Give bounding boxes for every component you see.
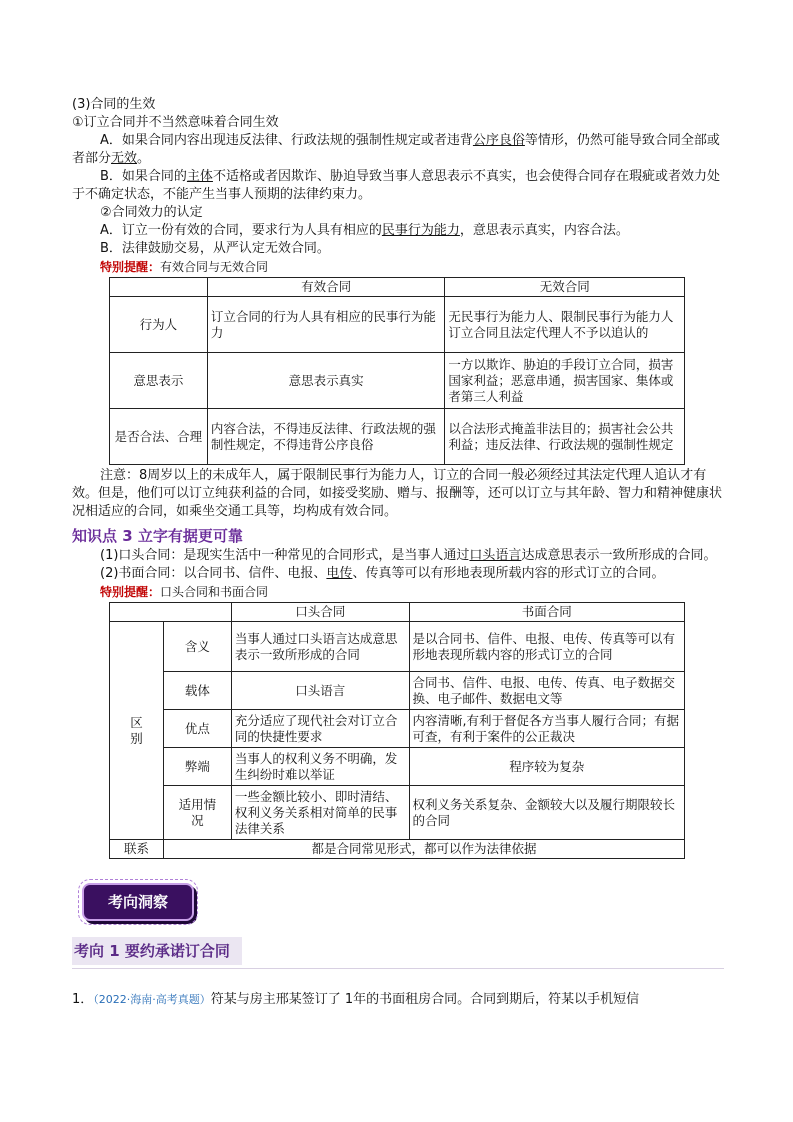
table-cell: 口头语言 <box>231 672 409 710</box>
table-row <box>110 840 685 859</box>
table-cell: 适用情况 <box>163 786 231 840</box>
paragraph-d: B．法律鼓励交易，从严认定无效合同。 <box>100 241 330 256</box>
table-row <box>110 672 685 710</box>
table-cell: 内容清晰,有利于督促各方当事人履行合同；有据可查，有利于案件的公正裁决 <box>409 710 684 748</box>
table-cell: 无民事行为能力人、限制民事行为能力人订立合同且法定代理人不予以追认的 <box>445 297 685 353</box>
table-group-cell: 区别 <box>110 622 164 840</box>
table-cell: 行为人 <box>110 297 208 353</box>
paragraph-a: A．如果合同内容出现违反法律、行政法规的强制性规定或者违背公序良俗等情形，仍然可能导致合同全部或者部分无效。 <box>72 133 720 166</box>
oral-contract-paragraph: (1)口头合同：是现实生活中一种常见的合同形式，是当事人通过口头语言达成意思表示一致所形成的合同。 <box>100 548 717 563</box>
divider <box>72 968 724 969</box>
table-cell: 载体 <box>163 672 231 710</box>
table-valid-invalid <box>109 277 685 465</box>
table-cell: 含义 <box>163 622 231 672</box>
paragraph-b: B．如果合同的主体不适格或者因欺诈、胁迫导致当事人意思表示不真实，也会使得合同存在瑕疵或者效力处于不确定状态，不能产生当事人预期的法律约束力。 <box>72 169 720 202</box>
table-cell: 当事人的权利义务不明确，发生纠纷时难以举证 <box>231 748 409 786</box>
table-cell: 优点 <box>163 710 231 748</box>
subheading-2: ②合同效力的认定 <box>100 205 203 220</box>
table-oral-written <box>109 602 685 859</box>
table-cell: 意思表示真实 <box>207 353 445 409</box>
paragraph-c: A．订立一份有效的合同，要求行为人具有相应的民事行为能力，意思表示真实，内容合法。 <box>100 223 629 238</box>
direction-heading: 考向 1 要约承诺订合同 <box>72 937 242 968</box>
table-row <box>110 353 685 409</box>
document-page <box>72 96 724 1009</box>
table-cell: 程序较为复杂 <box>409 748 684 786</box>
table-header-cell <box>110 603 232 622</box>
table-header-row <box>110 603 685 622</box>
table-header-cell: 书面合同 <box>409 603 684 622</box>
table-cell: 是否合法、合理 <box>110 409 208 465</box>
table-cell: 合同书、信件、电报、电传、传真、电子数据交换、电子邮件、数据电文等 <box>409 672 684 710</box>
question-source: （2022·海南·高考真题） <box>93 993 211 1006</box>
subheading-1: ①订立合同并不当然意味着合同生效 <box>72 115 279 130</box>
table-header-cell: 口头合同 <box>231 603 409 622</box>
table-row <box>110 297 685 353</box>
hint-1: 特别提醒：有效合同与无效合同 <box>100 260 269 274</box>
section-heading: (3)合同的生效 <box>72 97 156 112</box>
question-1: 1．（2022·海南·高考真题）符某与房主邢某签订了 1年的书面租房合同。合同到期后，符某以手机短信 <box>72 992 640 1007</box>
table-cell: 联系 <box>110 840 164 859</box>
table-header-row <box>110 278 685 297</box>
table-row <box>110 622 685 672</box>
table-cell: 充分适应了现代社会对订立合同的快捷性要求 <box>231 710 409 748</box>
table-cell: 弊端 <box>163 748 231 786</box>
insight-badge: 考向洞察 <box>82 883 194 921</box>
table-cell: 内容合法，不得违反法律、行政法规的强制性规定，不得违背公序良俗 <box>207 409 445 465</box>
table-cell: 一些金额比较小、即时清结、权利义务关系相对简单的民事法律关系 <box>231 786 409 840</box>
table-cell: 当事人通过口头语言达成意思表示一致所形成的合同 <box>231 622 409 672</box>
table-header-cell <box>110 278 208 297</box>
table-cell: 权利义务关系复杂、金额较大以及履行期限较长的合同 <box>409 786 684 840</box>
table-cell: 都是合同常见形式，都可以作为法律依据 <box>163 840 684 859</box>
knowledge-point-title: 知识点 3 立字有据更可靠 <box>72 527 243 545</box>
table-row <box>110 710 685 748</box>
table-cell: 一方以欺诈、胁迫的手段订立合同，损害国家利益；恶意串通，损害国家、集体或者第三人利益 <box>445 353 685 409</box>
table-cell: 是以合同书、信件、电报、电传、传真等可以有形地表现所载内容的形式订立的合同 <box>409 622 684 672</box>
table-header-cell: 有效合同 <box>207 278 445 297</box>
table-cell: 订立合同的行为人具有相应的民事行为能力 <box>207 297 445 353</box>
table-cell: 意思表示 <box>110 353 208 409</box>
written-contract-paragraph: (2)书面合同：以合同书、信件、电报、电传、传真等可以有形地表现所载内容的形式订立的合同。 <box>100 566 665 581</box>
hint-2: 特别提醒：口头合同和书面合同 <box>100 585 269 599</box>
table-row <box>110 748 685 786</box>
table-cell: 以合法形式掩盖非法目的；损害社会公共利益；违反法律、行政法规的强制性规定 <box>445 409 685 465</box>
note-paragraph: 注意：8周岁以上的未成年人，属于限制民事行为能力人，订立的合同一般必须经过其法定代理人追认才有效。但是，他们可以订立纯获利益的合同，如接受奖励、赠与、报酬等，还可以订立与其年龄、智力和精神健康状况相适应的合同，如乘坐交通工具等，均构成有效合同。 <box>72 468 723 519</box>
table-row <box>110 409 685 465</box>
table-row <box>110 786 685 840</box>
table-header-cell: 无效合同 <box>445 278 685 297</box>
